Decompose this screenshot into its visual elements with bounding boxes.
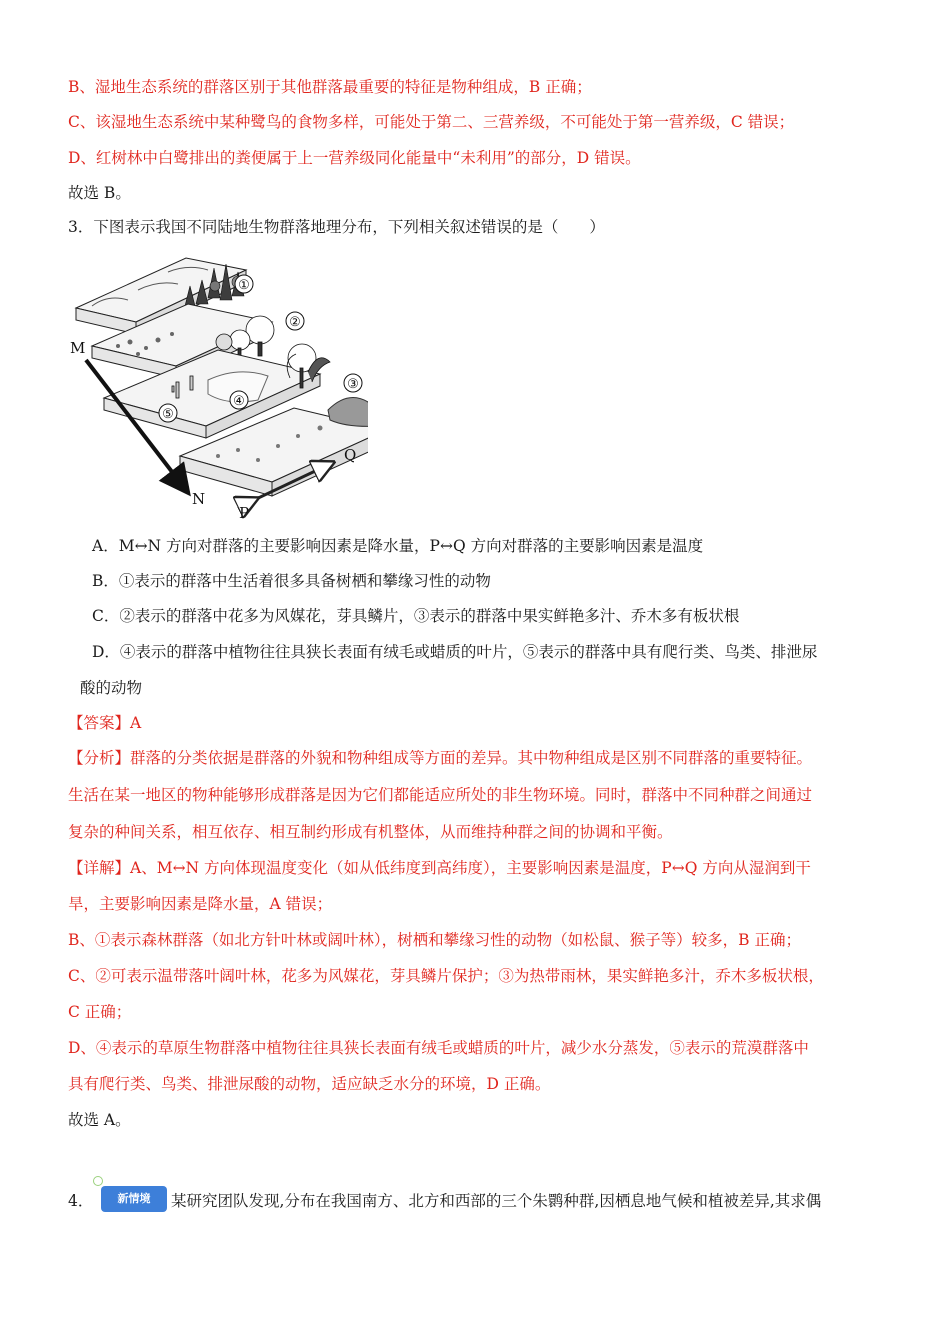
detail-line-2: 旱，主要影响因素是降水量，A 错误；: [68, 895, 333, 913]
label-3: ③: [347, 377, 359, 392]
prev-option-d-explanation: D、红树林中白鹭排出的粪便属于上一营养级同化能量中“未利用”的部分，D 错误。: [68, 149, 641, 167]
prev-conclusion: 故选 B。: [68, 184, 131, 202]
prev-option-c-explanation: C、该湿地生态系统中某种鹭鸟的食物多样，可能处于第二、三营养级，不可能处于第一营养级，C 错误；: [68, 113, 795, 131]
question-3-stem: 3．下图表示我国不同陆地生物群落地理分布，下列相关叙述错误的是（ ）: [68, 218, 605, 236]
detail-line-6: D、④表示的草原生物群落中植物往往具狭长表面有绒毛或蜡质的叶片，减少水分蒸发，⑤表示的荒漠群落中: [68, 1039, 809, 1057]
badge-decoration-icon: [93, 1176, 103, 1186]
option-d-line-1: D．④表示的群落中植物往往具狭长表面有绒毛或蜡质的叶片，⑤表示的群落中具有爬行类、鸟类、排泄尿: [92, 643, 818, 661]
option-c: C．②表示的群落中花多为风媒花，芽具鳞片，③表示的群落中果实鲜艳多汁、乔木多有板状根: [92, 607, 740, 625]
analysis-line-3: 复杂的种间关系，相互依存、相互制约形成有机整体，从而维持种群之间的协调和平衡。: [68, 823, 673, 841]
answer: 【答案】A: [68, 714, 142, 732]
option-d-line-2: 酸的动物: [80, 679, 143, 697]
detail-line-7: 具有爬行类、鸟类、排泄尿酸的动物，适应缺乏水分的环境，D 正确。: [68, 1075, 551, 1093]
new-context-badge: 新情境: [101, 1186, 167, 1212]
label-q: Q: [344, 446, 357, 464]
question-4-number: 4．: [68, 1192, 94, 1210]
question-4-text: 某研究团队发现,分布在我国南方、北方和西部的三个朱鹮种群,因栖息地气候和植被差异,其求偶: [171, 1192, 822, 1210]
label-m: M: [70, 339, 86, 357]
label-p: P: [239, 504, 250, 520]
label-5: ⑤: [162, 407, 174, 422]
analysis-line-1: 【分析】群落的分类依据是群落的外貌和物种组成等方面的差异。其中物种组成是区别不同群落的重要特征。: [68, 749, 813, 767]
label-1: ①: [238, 278, 250, 293]
label-2: ②: [289, 315, 301, 330]
detail-line-4: C、②可表示温带落叶阔叶林，花多为风媒花，芽具鳞片保护；③为热带雨林，果实鲜艳多汁，乔木多板状根，: [68, 967, 824, 985]
option-a: A．M↔N 方向对群落的主要影响因素是降水量，P↔Q 方向对群落的主要影响因素是温度: [92, 537, 704, 555]
label-n: N: [192, 490, 206, 508]
detail-line-1: 【详解】A、M↔N 方向体现温度变化（如从低纬度到高纬度），主要影响因素是温度，P↔Q 方向从湿润到干: [68, 859, 811, 877]
question-3-conclusion: 故选 A。: [68, 1111, 131, 1129]
biome-distribution-figure: [68, 250, 368, 520]
detail-line-5: C 正确；: [68, 1003, 132, 1021]
option-b: B．①表示的群落中生活着很多具备树栖和攀缘习性的动物: [92, 572, 491, 590]
detail-line-3: B、①表示森林群落（如北方针叶林或阔叶林），树栖和攀缘习性的动物（如松鼠、猴子等）较多，B 正确；: [68, 931, 801, 949]
analysis-line-2: 生活在某一地区的物种能够形成群落是因为它们都能适应所处的非生物环境。同时，群落中不同种群之间通过: [68, 786, 813, 804]
label-4: ④: [233, 394, 245, 409]
prev-option-b-explanation: B、湿地生态系统的群落区别于其他群落最重要的特征是物种组成，B 正确；: [68, 78, 592, 96]
